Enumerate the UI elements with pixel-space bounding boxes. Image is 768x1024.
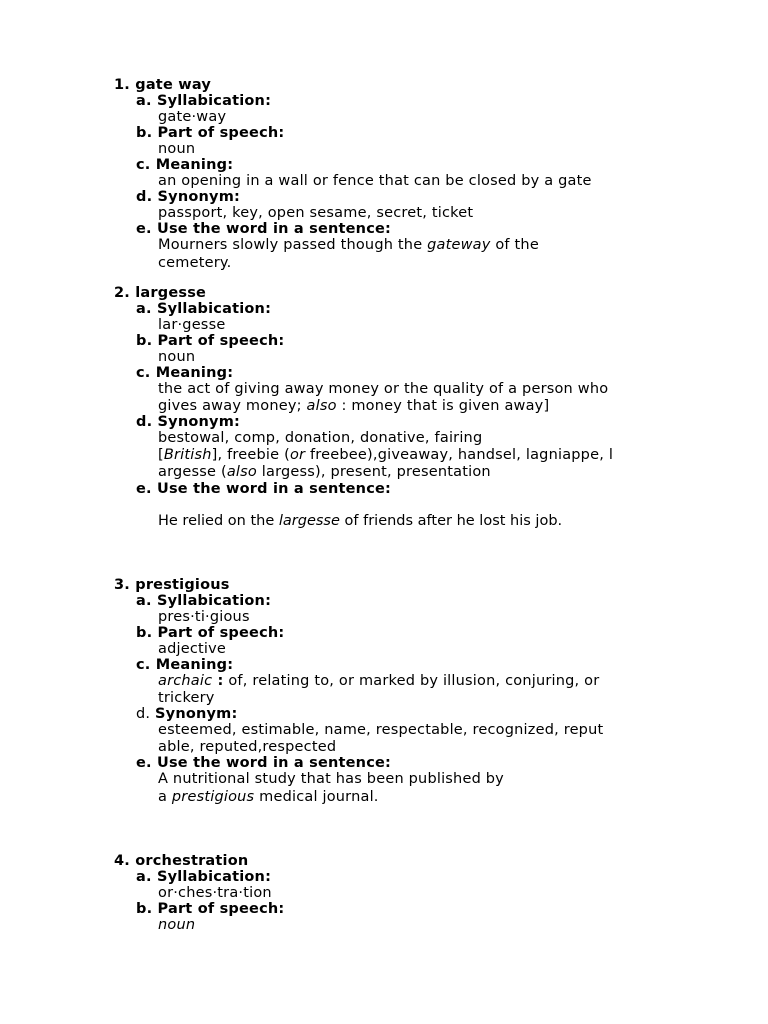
synonym-text: argesse (also largess), present, presentation	[158, 464, 491, 480]
syllabication-label: a. Syllabication:	[136, 301, 272, 317]
sentence-text: Mourners slowly passed though the gateway of the	[158, 237, 539, 253]
sentence-text: A nutritional study that has been published by	[158, 771, 504, 787]
sentence-text: He relied on the largesse of friends after he lost his job.	[158, 513, 563, 529]
entry-heading: 1. gate way	[114, 77, 212, 93]
synonym-text: able, reputed,respected	[158, 739, 337, 755]
part-of-speech-label: b. Part of speech:	[136, 333, 285, 349]
entry-heading: 4. orchestration	[114, 853, 249, 869]
sentence-label: e. Use the word in a sentence:	[136, 481, 392, 497]
synonym-text: bestowal, comp, donation, donative, fairing	[158, 430, 483, 446]
sentence-text: cemetery.	[158, 255, 232, 271]
meaning-text: gives away money; also : money that is given away]	[158, 398, 550, 414]
part-of-speech-label: b. Part of speech:	[136, 625, 285, 641]
synonym-label: d. Synonym:	[136, 706, 238, 722]
syllabication-label: a. Syllabication:	[136, 869, 272, 885]
synonym-label: d. Synonym:	[136, 414, 240, 430]
meaning-label: c. Meaning:	[136, 365, 234, 381]
syllabication-value: pres·ti·gious	[158, 609, 250, 625]
part-of-speech-value: adjective	[158, 641, 227, 657]
meaning-label: c. Meaning:	[136, 157, 234, 173]
meaning-text: an opening in a wall or fence that can be closed by a gate	[158, 173, 592, 189]
synonym-text: [British], freebie (or freebee),giveaway, handsel, lagniappe, l	[158, 447, 614, 463]
syllabication-label: a. Syllabication:	[136, 593, 272, 609]
syllabication-label: a. Syllabication:	[136, 93, 272, 109]
syllabication-value: or·ches·tra·tion	[158, 885, 272, 901]
syllabication-value: gate·way	[158, 109, 227, 125]
meaning-text: the act of giving away money or the quality of a person who	[158, 381, 609, 397]
meaning-label: c. Meaning:	[136, 657, 234, 673]
part-of-speech-value: noun	[158, 917, 196, 933]
part-of-speech-label: b. Part of speech:	[136, 901, 285, 917]
syllabication-value: lar·gesse	[158, 317, 226, 333]
synonym-text: esteemed, estimable, name, respectable, recognized, reput	[158, 722, 604, 738]
sentence-label: e. Use the word in a sentence:	[136, 221, 392, 237]
synonym-text: passport, key, open sesame, secret, ticket	[158, 205, 474, 221]
entry-heading: 2. largesse	[114, 285, 207, 301]
sentence-label: e. Use the word in a sentence:	[136, 755, 392, 771]
meaning-text: archaic : of, relating to, or marked by illusion, conjuring, or	[158, 673, 600, 689]
part-of-speech-label: b. Part of speech:	[136, 125, 285, 141]
sentence-text: a prestigious medical journal.	[158, 789, 379, 805]
meaning-text: trickery	[158, 690, 215, 706]
entry-heading: 3. prestigious	[114, 577, 230, 593]
synonym-label: d. Synonym:	[136, 189, 240, 205]
part-of-speech-value: noun	[158, 349, 196, 365]
part-of-speech-value: noun	[158, 141, 196, 157]
